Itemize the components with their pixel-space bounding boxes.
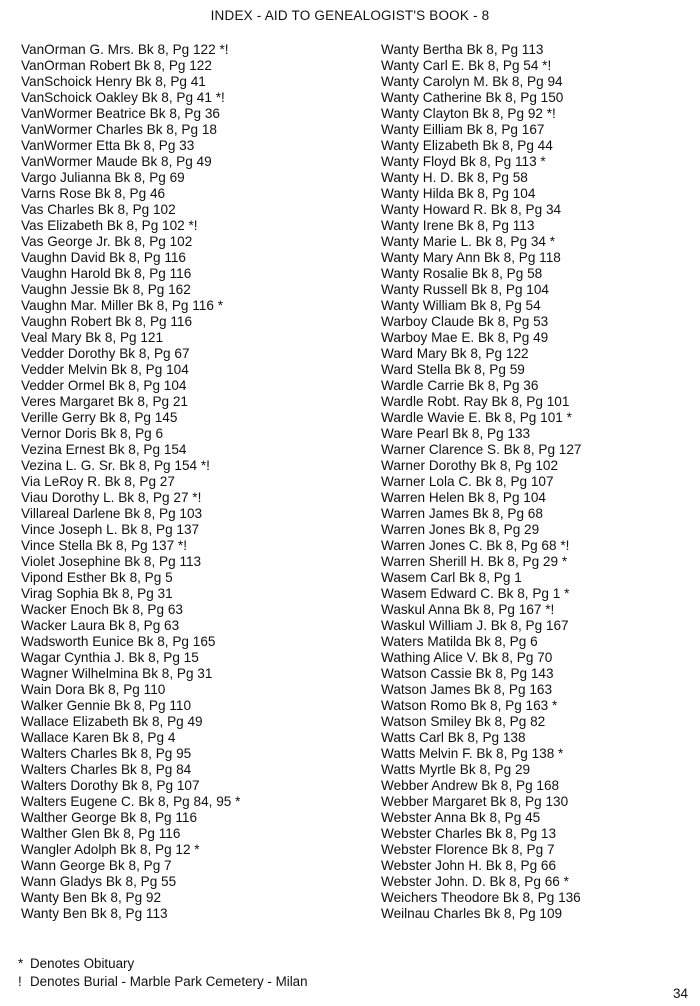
index-entry: Veal Mary Bk 8, Pg 121 (21, 330, 164, 345)
footnote-text: Denotes Burial - Marble Park Cemetery - Milan (30, 974, 308, 989)
index-entry: Wacker Laura Bk 8, Pg 63 (21, 618, 180, 633)
index-entry: Wasem Carl Bk 8, Pg 1 (381, 570, 522, 585)
index-entry: Ward Stella Bk 8, Pg 59 (381, 362, 525, 377)
index-entry: Wacker Enoch Bk 8, Pg 63 (21, 602, 183, 617)
index-entry: Vaughn Jessie Bk 8, Pg 162 (21, 282, 191, 297)
index-entry: Varns Rose Bk 8, Pg 46 (21, 186, 166, 201)
index-entry: Wallace Elizabeth Bk 8, Pg 49 (21, 714, 203, 729)
index-entry: Warboy Mae E. Bk 8, Pg 49 (381, 330, 549, 345)
index-entry: Wathing Alice V. Bk 8, Pg 70 (381, 650, 553, 665)
index-entry: Vezina Ernest Bk 8, Pg 154 (21, 442, 187, 457)
index-entry: Warner Dorothy Bk 8, Pg 102 (381, 458, 559, 473)
index-entry: Waskul William J. Bk 8, Pg 167 (381, 618, 569, 633)
index-entry: Wanty Floyd Bk 8, Pg 113 * (381, 154, 546, 169)
index-entry: Walters Charles Bk 8, Pg 84 (21, 762, 192, 777)
index-entry: Wanty Russell Bk 8, Pg 104 (381, 282, 549, 297)
index-entry: Virag Sophia Bk 8, Pg 31 (21, 586, 173, 601)
index-entry: Vaughn Mar. Miller Bk 8, Pg 116 * (21, 298, 223, 313)
index-entry: Watson Cassie Bk 8, Pg 143 (381, 666, 554, 681)
index-entry: Wadsworth Eunice Bk 8, Pg 165 (21, 634, 216, 649)
index-entry: Wanty Rosalie Bk 8, Pg 58 (381, 266, 543, 281)
index-entry: Webber Andrew Bk 8, Pg 168 (381, 778, 560, 793)
index-entry: VanSchoick Oakley Bk 8, Pg 41 *! (21, 90, 225, 105)
index-entry: Verille Gerry Bk 8, Pg 145 (21, 410, 178, 425)
index-entry: VanOrman Robert Bk 8, Pg 122 (21, 58, 212, 73)
index-entry: Wanty Elizabeth Bk 8, Pg 44 (381, 138, 553, 153)
index-entry: Wanty H. D. Bk 8, Pg 58 (381, 170, 528, 185)
index-entry: Wanty Howard R. Bk 8, Pg 34 (381, 202, 562, 217)
index-entry: Wanty Carl E. Bk 8, Pg 54 *! (381, 58, 552, 73)
index-entry: Waskul Anna Bk 8, Pg 167 *! (381, 602, 555, 617)
index-entry: Webster Florence Bk 8, Pg 7 (381, 842, 555, 857)
footnote-symbol: ! (18, 974, 22, 989)
index-entry: Wanty Eilliam Bk 8, Pg 167 (381, 122, 545, 137)
index-entry: Wanty Marie L. Bk 8, Pg 34 * (381, 234, 556, 249)
index-entry: Vargo Julianna Bk 8, Pg 69 (21, 170, 185, 185)
index-entry: Wann Gladys Bk 8, Pg 55 (21, 874, 177, 889)
index-entry: Warren Jones C. Bk 8, Pg 68 *! (381, 538, 570, 553)
index-entry: Vas George Jr. Bk 8, Pg 102 (21, 234, 193, 249)
index-entry: Wanty Mary Ann Bk 8, Pg 118 (381, 250, 561, 265)
index-entry: Wanty Clayton Bk 8, Pg 92 *! (381, 106, 556, 121)
index-entry: Wanty Bertha Bk 8, Pg 113 (381, 42, 544, 57)
index-entry: Walters Eugene C. Bk 8, Pg 84, 95 * (21, 794, 241, 809)
index-entry: Wardle Carrie Bk 8, Pg 36 (381, 378, 539, 393)
page-number: 34 (672, 986, 688, 1001)
index-entry: Watson Smiley Bk 8, Pg 82 (381, 714, 546, 729)
index-entry: Wasem Edward C. Bk 8, Pg 1 * (381, 586, 570, 601)
index-entry: Warner Lola C. Bk 8, Pg 107 (381, 474, 554, 489)
index-column-left (21, 42, 361, 922)
index-entry: Warren Helen Bk 8, Pg 104 (381, 490, 546, 505)
index-entry: Wanty Hilda Bk 8, Pg 104 (381, 186, 536, 201)
index-entry: Wagar Cynthia J. Bk 8, Pg 15 (21, 650, 199, 665)
index-entry: Warner Clarence S. Bk 8, Pg 127 (381, 442, 582, 457)
index-entry: Wanty Ben Bk 8, Pg 113 (21, 906, 168, 921)
index-entry: VanWormer Maude Bk 8, Pg 49 (21, 154, 212, 169)
index-entry: Watson Romo Bk 8, Pg 163 * (381, 698, 558, 713)
index-entry: Warboy Claude Bk 8, Pg 53 (381, 314, 549, 329)
index-entry: Wagner Wilhelmina Bk 8, Pg 31 (21, 666, 213, 681)
index-entry: VanWormer Charles Bk 8, Pg 18 (21, 122, 217, 137)
footnote-text: Denotes Obituary (30, 956, 135, 971)
index-entry: Vedder Dorothy Bk 8, Pg 67 (21, 346, 190, 361)
index-entry: VanOrman G. Mrs. Bk 8, Pg 122 *! (21, 42, 229, 57)
index-entry: Walker Gennie Bk 8, Pg 110 (21, 698, 192, 713)
index-entry: Webster John H. Bk 8, Pg 66 (381, 858, 557, 873)
index-entry: Vince Joseph L. Bk 8, Pg 137 (21, 522, 200, 537)
index-entry: Watts Myrtle Bk 8, Pg 29 (381, 762, 531, 777)
index-entry: VanWormer Beatrice Bk 8, Pg 36 (21, 106, 220, 121)
index-entry: Warren Sherill H. Bk 8, Pg 29 * (381, 554, 568, 569)
index-entry: Wann George Bk 8, Pg 7 (21, 858, 172, 873)
index-entry: Vaughn Harold Bk 8, Pg 116 (21, 266, 192, 281)
index-entry: Warren Jones Bk 8, Pg 29 (381, 522, 540, 537)
index-entry: VanSchoick Henry Bk 8, Pg 41 (21, 74, 206, 89)
index-entry: Warren James Bk 8, Pg 68 (381, 506, 543, 521)
index-entry: Vas Charles Bk 8, Pg 102 (21, 202, 176, 217)
index-entry: VanWormer Etta Bk 8, Pg 33 (21, 138, 195, 153)
index-entry: Vedder Ormel Bk 8, Pg 104 (21, 378, 187, 393)
index-entry: Wanty Catherine Bk 8, Pg 150 (381, 90, 564, 105)
index-entry: Watts Carl Bk 8, Pg 138 (381, 730, 526, 745)
index-entry: Vas Elizabeth Bk 8, Pg 102 *! (21, 218, 198, 233)
index-entry: Walther George Bk 8, Pg 116 (21, 810, 198, 825)
index-entry: Vaughn Robert Bk 8, Pg 116 (21, 314, 193, 329)
index-entry: Vince Stella Bk 8, Pg 137 *! (21, 538, 187, 553)
footnotes (18, 955, 308, 991)
index-entry: Waters Matilda Bk 8, Pg 6 (381, 634, 538, 649)
index-entry: Weilnau Charles Bk 8, Pg 109 (381, 906, 563, 921)
index-entry: Vedder Melvin Bk 8, Pg 104 (21, 362, 189, 377)
index-entry: Wain Dora Bk 8, Pg 110 (21, 682, 166, 697)
index-entry: Wardle Robt. Ray Bk 8, Pg 101 (381, 394, 570, 409)
index-entry: Vaughn David Bk 8, Pg 116 (21, 250, 186, 265)
index-entry: Vernor Doris Bk 8, Pg 6 (21, 426, 164, 441)
index-entry: Violet Josephine Bk 8, Pg 113 (21, 554, 202, 569)
index-entry: Via LeRoy R. Bk 8, Pg 27 (21, 474, 175, 489)
index-entry: Wangler Adolph Bk 8, Pg 12 * (21, 842, 200, 857)
index-entry: Veres Margaret Bk 8, Pg 21 (21, 394, 188, 409)
index-entry: Webster Charles Bk 8, Pg 13 (381, 826, 557, 841)
footnote-symbol: * (18, 956, 24, 971)
index-entry: Ward Mary Bk 8, Pg 122 (381, 346, 529, 361)
footnote-obituary (18, 955, 308, 973)
index-entry: Villareal Darlene Bk 8, Pg 103 (21, 506, 203, 521)
index-entry: Wanty Ben Bk 8, Pg 92 (21, 890, 162, 905)
index-entry: Wallace Karen Bk 8, Pg 4 (21, 730, 176, 745)
index-entry: Webster John. D. Bk 8, Pg 66 * (381, 874, 569, 889)
index-entry: Walters Charles Bk 8, Pg 95 (21, 746, 192, 761)
index-entry: Watson James Bk 8, Pg 163 (381, 682, 553, 697)
page-title: INDEX - AID TO GENEALOGIST'S BOOK - 8 (210, 8, 490, 23)
index-entry: Walther Glen Bk 8, Pg 116 (21, 826, 181, 841)
index-entry: Webster Anna Bk 8, Pg 45 (381, 810, 541, 825)
index-entry: Watts Melvin F. Bk 8, Pg 138 * (381, 746, 564, 761)
index-entry: Walters Dorothy Bk 8, Pg 107 (21, 778, 200, 793)
index-entry: Vipond Esther Bk 8, Pg 5 (21, 570, 173, 585)
footnote-burial (18, 973, 308, 991)
index-entry: Vezina L. G. Sr. Bk 8, Pg 154 *! (21, 458, 210, 473)
index-entry: Wanty William Bk 8, Pg 54 (381, 298, 541, 313)
index-entry: Wardle Wavie E. Bk 8, Pg 101 * (381, 410, 572, 425)
index-entry: Wanty Irene Bk 8, Pg 113 (381, 218, 535, 233)
index-entry: Webber Margaret Bk 8, Pg 130 (381, 794, 569, 809)
index-entry: Weichers Theodore Bk 8, Pg 136 (381, 890, 581, 905)
index-entry: Viau Dorothy L. Bk 8, Pg 27 *! (21, 490, 202, 505)
index-column-right (381, 42, 691, 922)
index-entry: Wanty Carolyn M. Bk 8, Pg 94 (381, 74, 563, 89)
index-entry: Ware Pearl Bk 8, Pg 133 (381, 426, 531, 441)
